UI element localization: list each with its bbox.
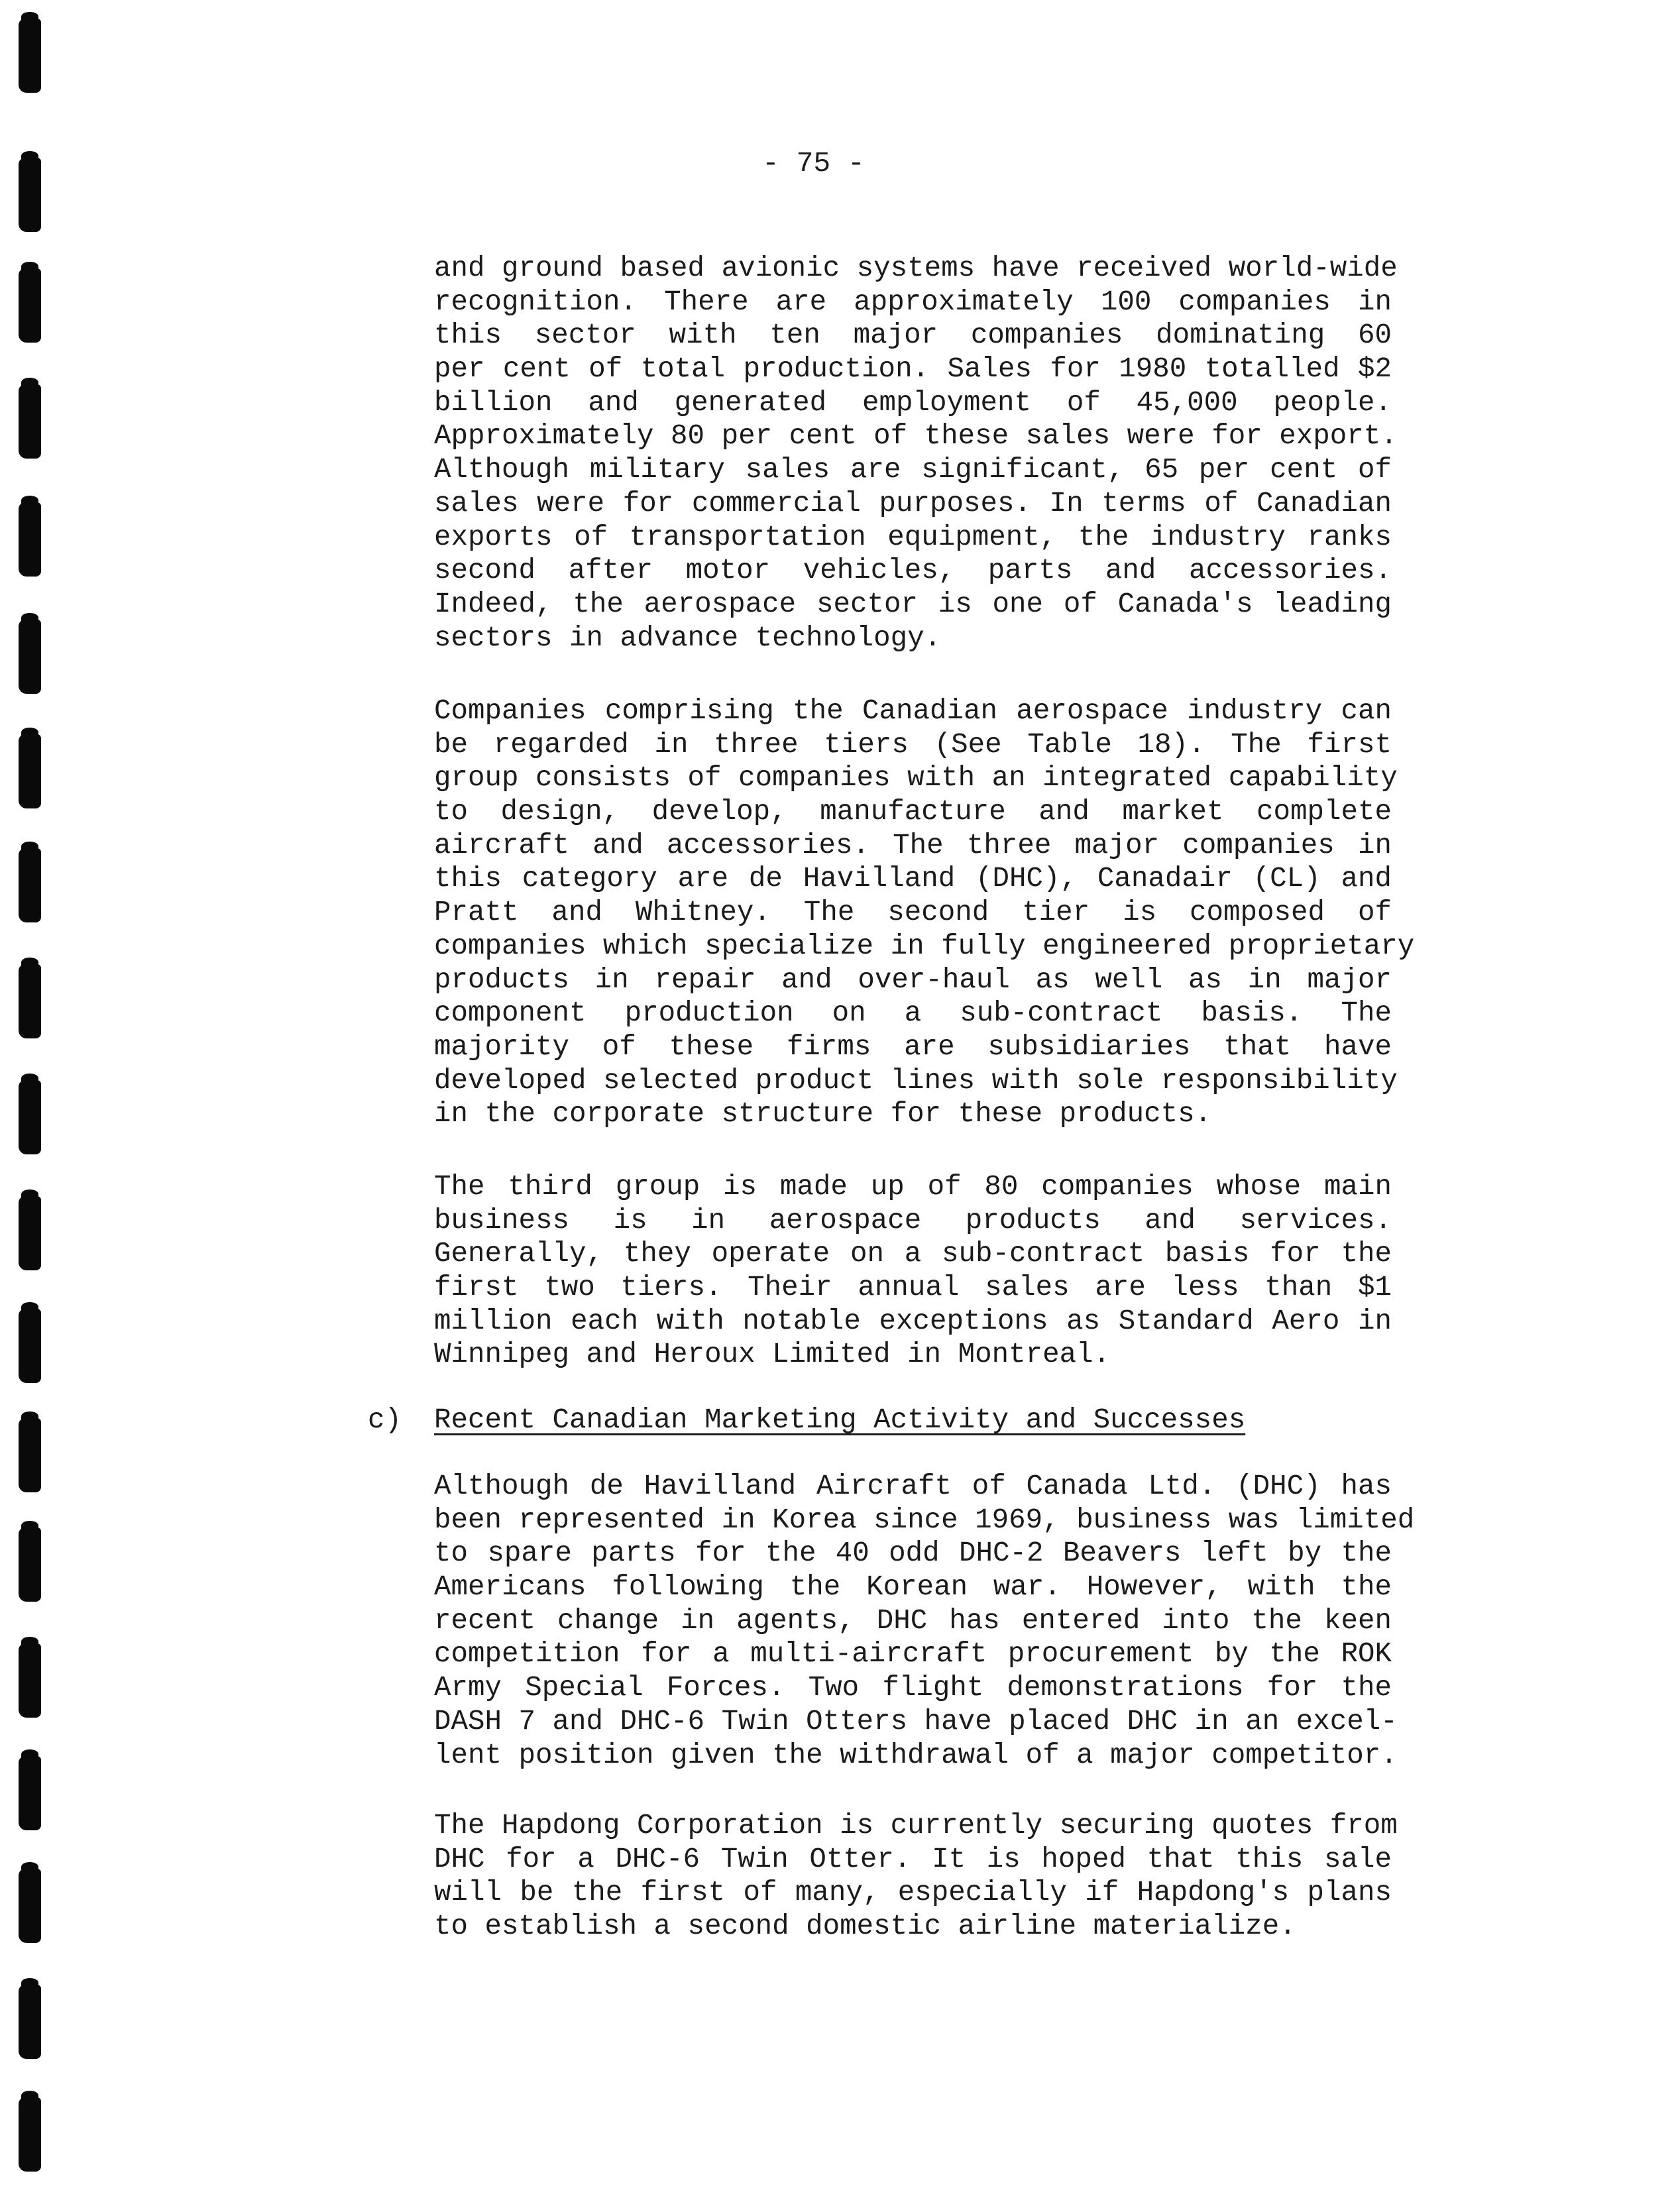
text-line: million each with notable exceptions as Standard Aero in [434,1305,1392,1337]
text-line: be regarded in three tiers (See Table 18). The first [434,728,1392,761]
binder-hole-mark [19,1309,41,1383]
binder-hole-mark [19,158,41,232]
paragraph-hapdong [434,1809,1398,1944]
text-line: companies which specialize in fully engineered proprietary [434,930,1415,962]
binder-hole-mark [19,964,41,1038]
text-line: developed selected product lines with sole responsibility [434,1064,1398,1097]
text-line: DHC for a DHC-6 Twin Otter. It is hoped that this sale [434,1843,1392,1875]
text-line: products in repair and over-haul as well as in major [434,964,1392,996]
text-line: Americans following the Korean war. However, with the [434,1571,1392,1604]
text-line: Companies comprising the Canadian aerospace industry can [434,695,1392,727]
binder-hole-mark [19,19,41,93]
text-line: been represented in Korea since 1969, business was limited [434,1504,1415,1536]
text-line: group consists of companies with an integrated capability [434,762,1398,795]
text-line: Winnipeg and Heroux Limited in Montreal. [434,1339,1111,1371]
text-line: The third group is made up of 80 companies whose main [434,1171,1392,1203]
text-line: will be the first of many, especially if Hapdong's plans [434,1877,1392,1909]
text-line: competition for a multi-aircraft procurement by the ROK [434,1638,1392,1671]
binder-hole-mark [19,2097,41,2172]
binder-hole-mark [19,1869,41,1943]
paragraph-industry-tiers [434,694,1415,1131]
text-line: billion and generated employment of 45,000 people. [434,386,1392,419]
binder-hole-mark [19,1756,41,1830]
text-line: to establish a second domestic airline materialize. [434,1910,1296,1943]
binder-hole-mark [19,1080,41,1154]
text-line: this category are de Havilland (DHC), Canadair (CL) and [434,863,1392,895]
text-line: Approximately 80 per cent of these sales were for export. [434,420,1398,453]
text-line: aircraft and accessories. The three major companies in [434,829,1392,861]
text-line: Although de Havilland Aircraft of Canada Ltd. (DHC) has [434,1470,1392,1502]
text-line: exports of transportation equipment, the industry ranks [434,521,1392,553]
binder-hole-mark [19,1418,41,1492]
text-line: Indeed, the aerospace sector is one of Canada's leading [434,588,1392,620]
binder-hole-mark [19,1643,41,1718]
text-line: recent change in agents, DHC has entered into the keen [434,1604,1392,1637]
text-line: to design, develop, manufacture and market complete [434,796,1392,828]
text-line: recognition. There are approximately 100 companies in [434,286,1392,318]
text-line: DASH 7 and DHC-6 Twin Otters have placed DHC in an excel- [434,1705,1398,1738]
page-number: - 75 - [762,147,865,180]
text-line: first two tiers. Their annual sales are less than $1 [434,1272,1392,1304]
text-line: sales were for commercial purposes. In terms of Canadian [434,487,1392,520]
text-line: Generally, they operate on a sub-contract basis for the [434,1238,1392,1270]
section-heading: Recent Canadian Marketing Activity and Successes [434,1404,1246,1436]
binder-hole-mark [19,848,41,922]
binder-hole-mark [19,268,41,343]
section-label: c) [368,1404,402,1436]
text-line: component production on a sub-contract basis. The [434,997,1392,1030]
text-line: this sector with ten major companies dominating 60 [434,319,1392,352]
text-line: majority of these firms are subsidiaries that have [434,1030,1392,1063]
paragraph-third-group [434,1170,1392,1372]
text-line: Army Special Forces. Two flight demonstrations for the [434,1672,1392,1704]
text-line: to spare parts for the 40 odd DHC-2 Beavers left by the [434,1537,1392,1570]
text-line: in the corporate structure for these products. [434,1098,1212,1131]
text-line: sectors in advance technology. [434,622,942,654]
binder-hole-mark [19,502,41,577]
binder-hole-mark [19,1196,41,1270]
paragraph-aerospace-overview [434,252,1398,655]
paragraph-dhc-korea [434,1470,1415,1772]
text-line: lent position given the withdrawal of a major competitor. [434,1739,1398,1771]
text-line: The Hapdong Corporation is currently securing quotes from [434,1810,1398,1842]
text-line: second after motor vehicles, parts and accessories. [434,555,1392,587]
binder-hole-mark [19,620,41,694]
text-line: and ground based avionic systems have received world-wide [434,252,1398,284]
text-line: business is in aerospace products and services. [434,1204,1392,1237]
text-line: Although military sales are significant, 65 per cent of [434,454,1392,486]
binder-hole-mark [19,1527,41,1602]
text-line: per cent of total production. Sales for 1980 totalled $2 [434,353,1392,386]
binder-hole-mark [19,1985,41,2059]
binder-hole-mark [19,384,41,459]
binder-hole-mark [19,734,41,808]
text-line: Pratt and Whitney. The second tier is composed of [434,897,1392,929]
